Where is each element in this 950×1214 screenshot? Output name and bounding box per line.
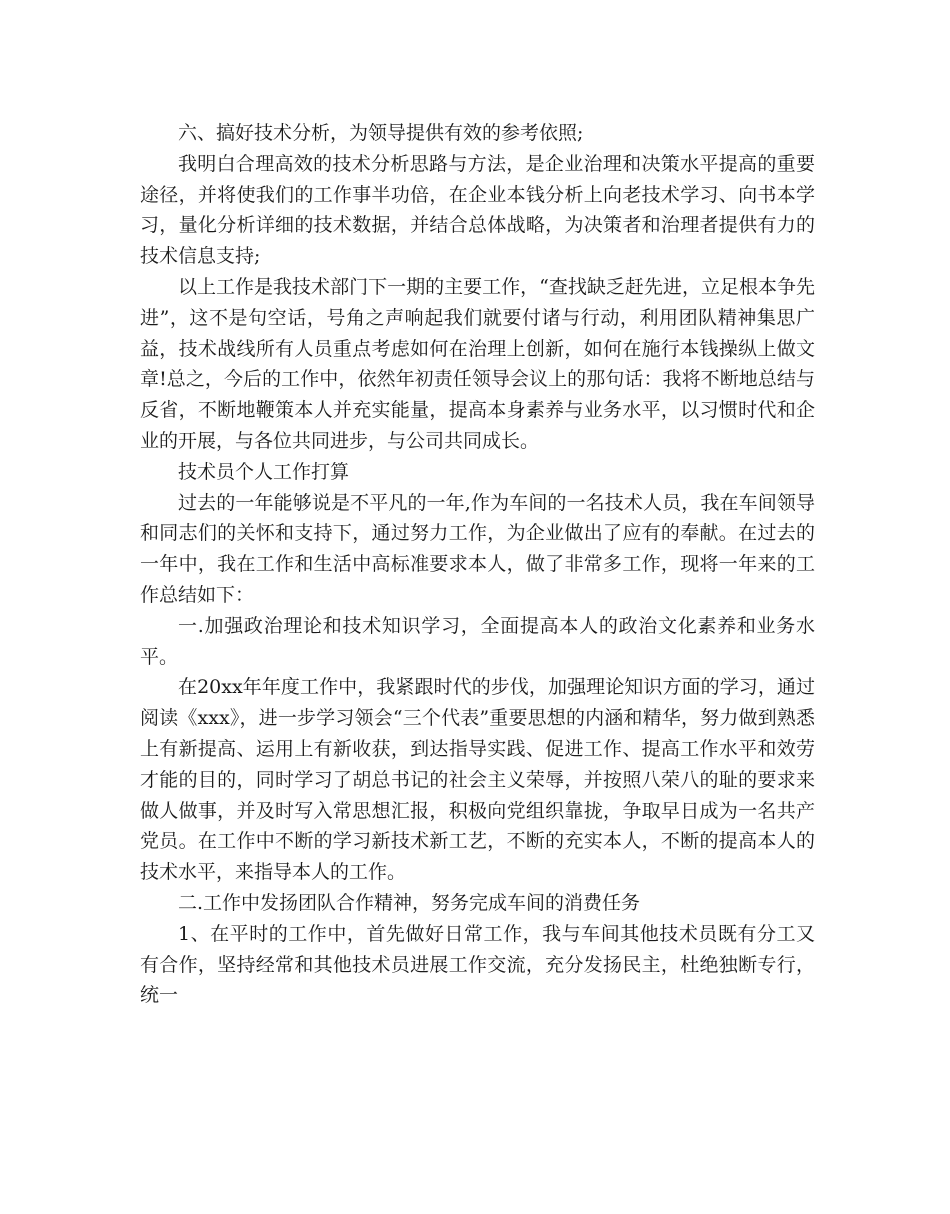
document-body (140, 118, 815, 1011)
paragraph-plan-title: 技术员个人工作打算 (178, 460, 350, 483)
paragraph-section-two-heading: 二.工作中发扬团队合作精神，努务完成车间的消费任务 (178, 891, 641, 914)
paragraph-section-one-heading: 一.加强政治理论和技术知识学习，全面提高本人的政治文化素养和业务水平。 (140, 614, 815, 668)
paragraph-past-year: 过去的一年能够说是不平凡的一年,作为车间的一名技术人员，我在车间领导和同志们的关怀和支持下，通过努力工作，为企业做出了应有的奉献。在过去的一年中，我在工作和生活中高标准要求本人，做了非常多工作，现将一年来的工作总结如下： (140, 491, 815, 606)
paragraph-daily-work: 1、在平时的工作中，首先做好日常工作，我与车间其他技术员既有分工又有合作，坚持经常和其他技术员进展工作交流，充分发扬民主，杜绝独断专行，统一 (140, 922, 815, 1007)
paragraph-section-six-heading: 六、搞好技术分析，为领导提供有效的参考依照; (178, 122, 584, 144)
paragraph-work-summary: 以上工作是我技术部门下一期的主要工作，“查找缺乏赶先进，立足根本争先进”，这不是句空话，号角之声响起我们就要付诸与行动，利用团队精神集思广益，技术战线所有人员重点考虑如何在治理上创新，如何在施行本钱操纵上做文章!总之，今后的工作中，依然年初责任领导会议上的那句话：我将不断地总结与反省，不断地鞭策本人并充实能量，提高本身素养与业务水平，以习惯时代和企业的开展，与各位共同进步，与公司共同成长。 (140, 275, 815, 452)
paragraph-study-details: 在20xx年年度工作中，我紧跟时代的步伐，加强理论知识方面的学习，通过阅读《xxx》，进一步学习领会“三个代表”重要思想的内涵和精华，努力做到熟悉上有新提高、运用上有新收获，到达指导实践、促进工作、提高工作水平和效劳才能的目的，同时学习了胡总书记的社会主义荣辱，并按照八荣八的耻的要求来做人做事，并及时写入常思想汇报，积极向党组织靠拢，争取早日成为一名共产党员。在工作中不断的学习新技术新工艺，不断的充实本人，不断的提高本人的技术水平，来指导本人的工作。 (140, 676, 815, 884)
paragraph-analysis-method: 我明白合理高效的技术分析思路与方法，是企业治理和决策水平提高的重要途径，并将使我们的工作事半功倍，在企业本钱分析上向老技术学习、向书本学习，量化分析详细的技术数据，并结合总体战略，为决策者和治理者提供有力的技术信息支持; (140, 152, 815, 268)
